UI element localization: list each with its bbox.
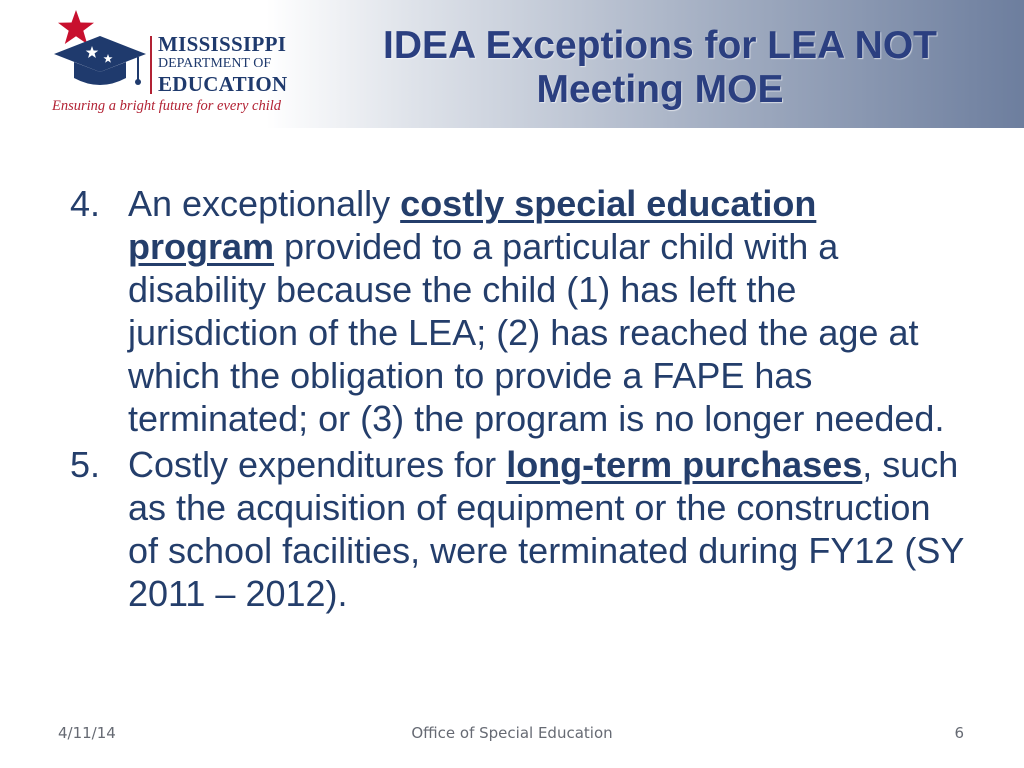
graduation-cap-icon: [52, 32, 148, 94]
text-after: provided to a particular child with a disability because the child (1) has left the jurisdiction of the LEA; (2) has reached the age at which the obligation to provide a FAPE has terminated; or (3) the program is no longer needed.: [128, 226, 945, 439]
logo-tagline: Ensuring a bright future for every child: [52, 98, 282, 114]
footer-date: 4/11/14: [58, 724, 116, 742]
text-after: , such as the acquisition of equipment or the construction of school facilities, were terminated during FY12 (SY 2011 – 2012).: [128, 444, 964, 614]
footer-page-number: 6: [954, 724, 964, 742]
list-item-text: [128, 444, 964, 614]
logo-line-3: EDUCATION: [158, 72, 288, 96]
logo-line-2: DEPARTMENT OF: [158, 56, 272, 71]
logo-divider: [150, 36, 152, 94]
text-before: An exceptionally: [128, 183, 401, 224]
list-item: [70, 182, 970, 440]
emphasis-long-term-purchases: long-term purchases: [506, 444, 863, 485]
slide-header: [0, 0, 1024, 128]
footer-office: Office of Special Education: [411, 724, 613, 742]
emphasis-costly-special-education-program: costly special education program: [128, 183, 817, 267]
list-item: [70, 443, 970, 615]
list-item-text: [128, 183, 944, 439]
slide-body: [70, 182, 970, 618]
list-item-number: 4.: [70, 183, 101, 224]
mde-logo: [48, 8, 296, 118]
logo-line-1: MISSISSIPPI: [158, 32, 287, 56]
slide-title: [310, 24, 1010, 112]
list-item-number: 5.: [70, 444, 101, 485]
slide-title-line-2: Meeting MOE: [536, 68, 784, 111]
text-before: Costly expenditures for: [128, 444, 507, 485]
slide-title-line-1: IDEA Exceptions for LEA NOT: [383, 24, 937, 67]
